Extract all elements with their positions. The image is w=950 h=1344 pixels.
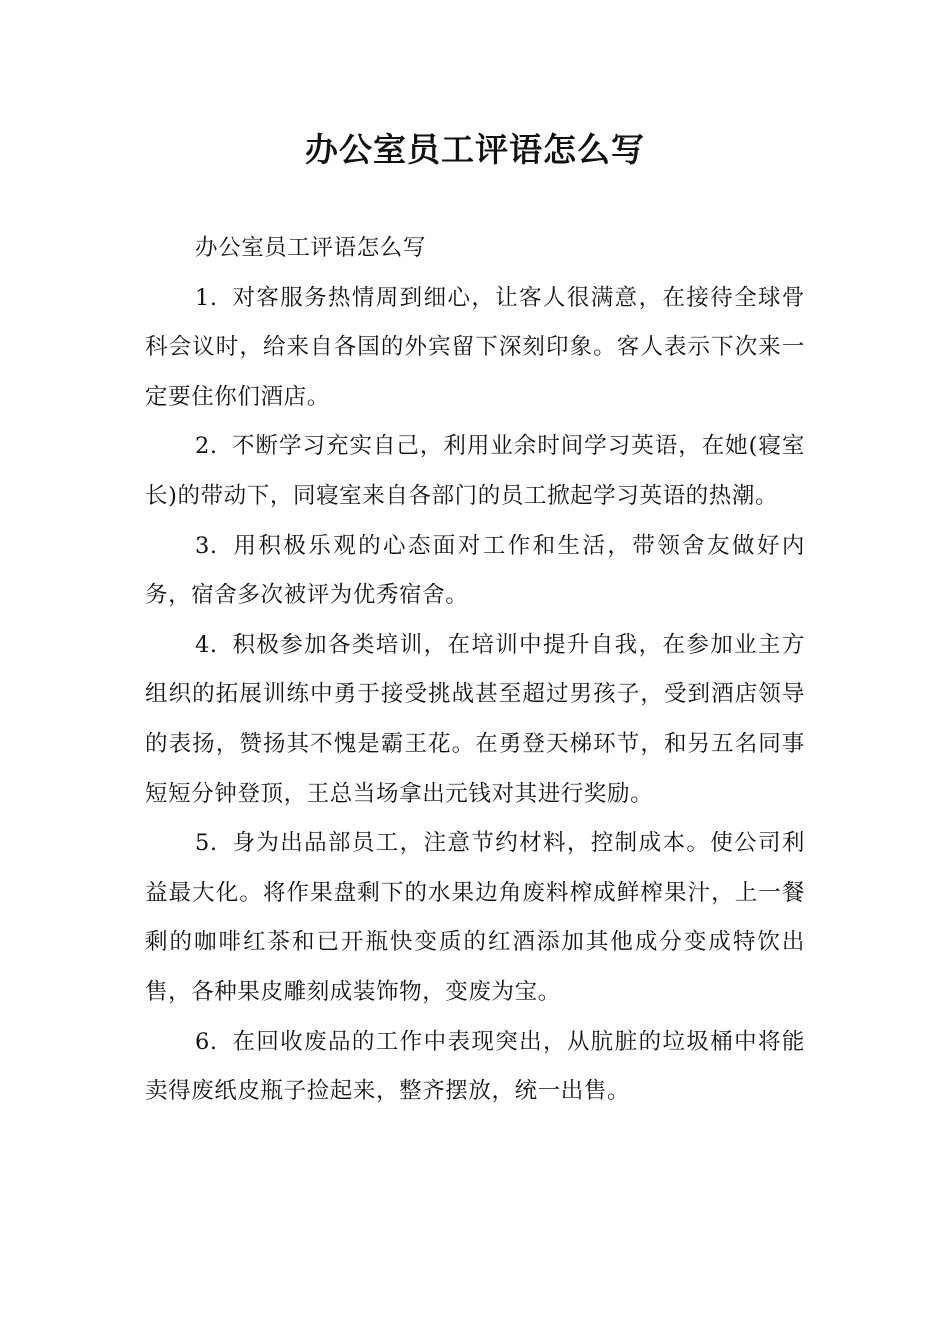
document-body [145, 224, 805, 1117]
item-text: 积极参加各类培训，在培训中提升自我，在参加业主方组织的拓展训练中勇于接受挑战甚至超过男孩子，受到酒店领导的表扬，赞扬其不愧是霸王花。在勇登天梯环节，和另五名同事短短分钟登顶，王总当场拿出元钱对其进行奖励。 [145, 631, 805, 807]
page-title: 办公室员工评语怎么写 [305, 130, 645, 169]
list-item [145, 274, 805, 423]
item-number: 1. [195, 284, 218, 311]
list-item [145, 522, 805, 621]
item-text: 在回收废品的工作中表现突出，从肮脏的垃圾桶中将能卖得废纸皮瓶子捡起来，整齐摆放，统一出售。 [145, 1028, 805, 1105]
list-item [145, 422, 805, 521]
list-item [145, 1018, 805, 1117]
item-text: 不断学习充实自己，利用业余时间学习英语，在她(寝室长)的带动下，同寝室来自各部门的员工掀起学习英语的热潮。 [145, 433, 805, 509]
item-text: 身为出品部员工，注意节约材料，控制成本。使公司利益最大化。将作果盘剩下的水果边角废料榨成鲜榨果汁，上一餐剩的咖啡红茶和已开瓶快变质的红酒添加其他成分变成特饮出售，各种果皮雕刻成装饰物，变废为宝。 [145, 830, 805, 1005]
item-number: 6. [195, 1028, 218, 1055]
item-text: 对客服务热情周到细心，让客人很满意，在接待全球骨科会议时，给来自各国的外宾留下深刻印象。客人表示下次来一定要住你们酒店。 [145, 284, 805, 410]
item-number: 4. [195, 631, 218, 658]
intro-paragraph: 办公室员工评语怎么写 [195, 235, 427, 261]
item-number: 5. [195, 830, 218, 857]
item-number: 2. [195, 433, 218, 460]
list-item [145, 819, 805, 1017]
item-text: 用积极乐观的心态面对工作和生活，带领舍友做好内务，宿舍多次被评为优秀宿舍。 [145, 532, 805, 609]
item-number: 3. [195, 532, 218, 559]
list-item [145, 621, 805, 819]
